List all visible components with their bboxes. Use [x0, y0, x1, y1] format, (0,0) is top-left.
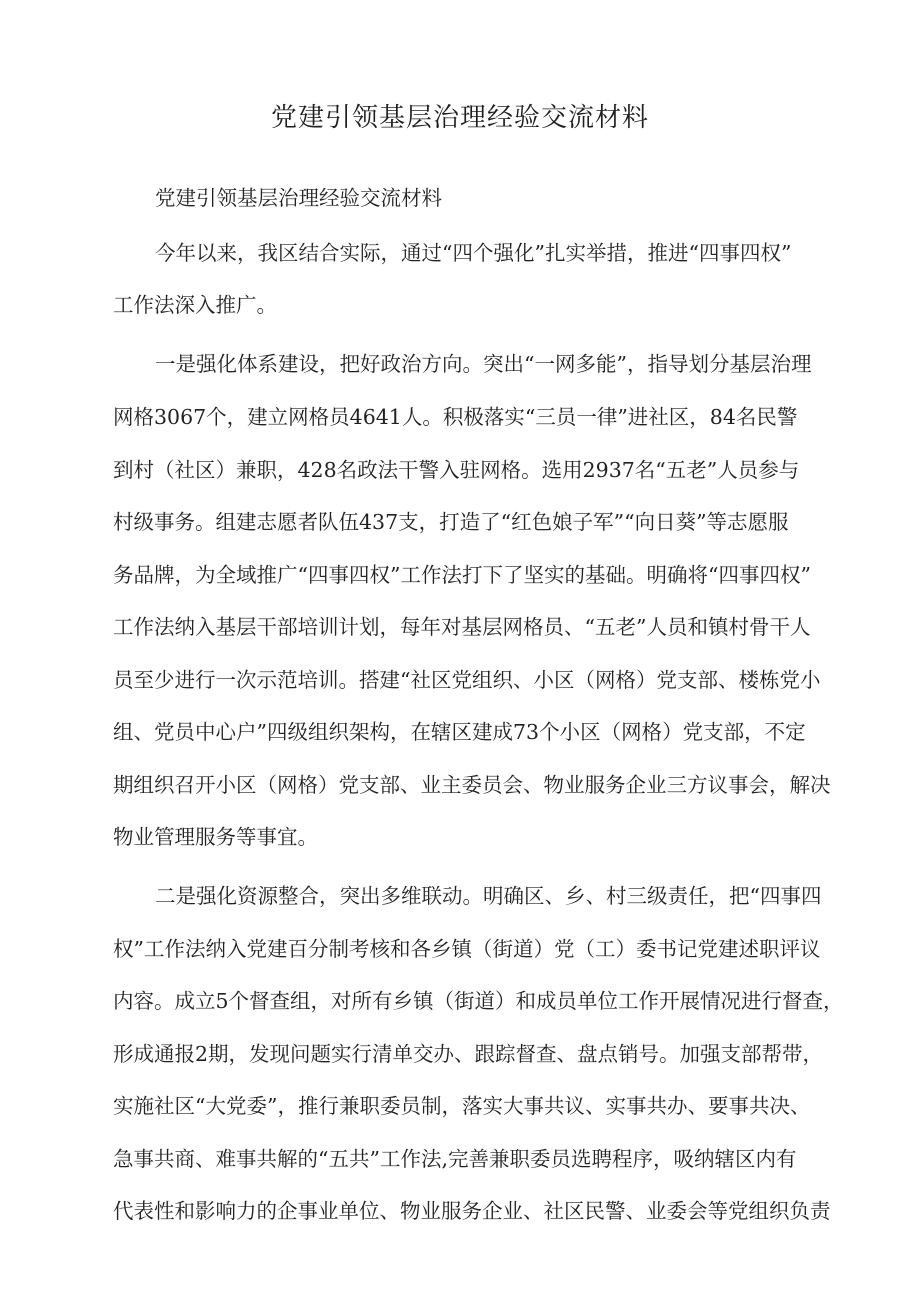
- text-line: 实施社区“大党委”，推行兼职委员制，落实大事共议、实事共办、要事共决、: [113, 1094, 811, 1118]
- text-line: 网格3067个，建立网格员4641人。积极落实“三员一律”进社区，84名民警: [113, 405, 798, 429]
- text-line: 到村（社区）兼职，428名政法干警入驻网格。选用2937名“五老”人员参与: [113, 458, 800, 482]
- text-line: 急事共商、难事共解的“五共”工作法,完善兼职委员选聘程序，吸纳辖区内有: [113, 1147, 797, 1171]
- text-line: 代表性和影响力的企事业单位、物业服务企业、社区民警、业委会等党组织负责: [113, 1199, 831, 1223]
- text-line: 组、党员中心户”四级组织架构，在辖区建成73个小区（网格）党支部，不定: [113, 720, 806, 744]
- subtitle-line: 党建引领基层治理经验交流材料: [155, 186, 442, 210]
- text-line: 工作法深入推广。: [113, 293, 277, 317]
- text-line: 物业管理服务等事宜。: [113, 825, 318, 849]
- text-line: 工作法纳入基层干部培训计划，每年对基层网格员、“五老”人员和镇村骨干人: [113, 615, 811, 639]
- text-line: 今年以来，我区结合实际，通过“四个强化”扎实举措，推进“四事四权”: [155, 241, 792, 265]
- text-line: 期组织召开小区（网格）党支部、业主委员会、物业服务企业三方议事会，解决: [113, 773, 831, 797]
- text-line: 内容。成立5个督查组，对所有乡镇（街道）和成员单位工作开展情况进行督查，: [113, 989, 844, 1013]
- document-title: 党建引领基层治理经验交流材料: [270, 103, 649, 133]
- text-line: 务品牌，为全域推广“四事四权”工作法打下了坚实的基础。明确将“四事四权”: [113, 563, 811, 587]
- text-line: 权”工作法纳入党建百分制考核和各乡镇（街道）党（工）委书记党建述职评议: [113, 937, 821, 961]
- text-line: 员至少进行一次示范培训。搭建“社区党组织、小区（网格）党支部、楼栋党小: [113, 668, 821, 692]
- text-line: 二是强化资源整合，突出多维联动。明确区、乡、村三级责任，把“四事四: [155, 884, 822, 908]
- text-line: 形成通报2期，发现问题实行清单交办、跟踪督查、盘点销号。加强支部帮带，: [113, 1042, 824, 1066]
- text-line: 村级事务。组建志愿者队伍437支，打造了“红色娘子军”“向日葵”等志愿服: [113, 510, 789, 534]
- text-line: 一是强化体系建设，把好政治方向。突出“一网多能”，指导划分基层治理: [155, 352, 812, 376]
